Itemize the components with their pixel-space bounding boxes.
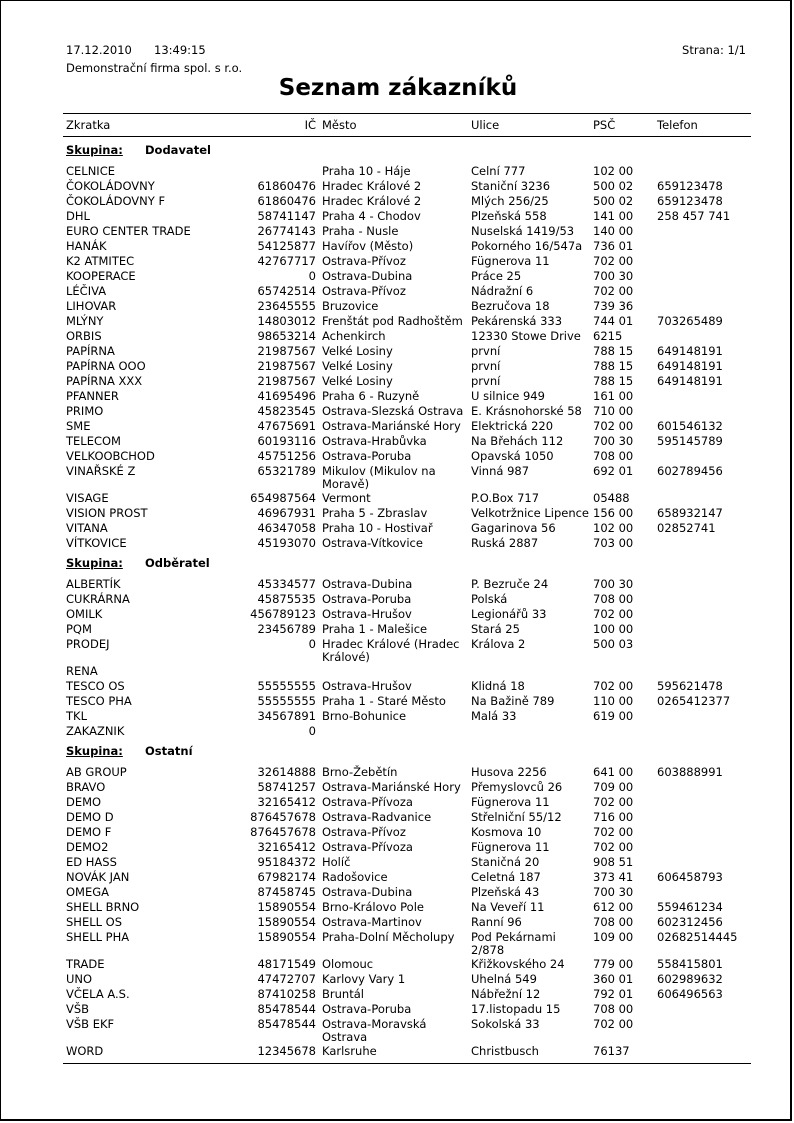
cell-zkratka: PQM bbox=[66, 622, 92, 636]
group-label: Skupina: bbox=[66, 143, 123, 157]
cell-zkratka: ALBERTÍK bbox=[66, 577, 121, 591]
cell-ic: 23645555 bbox=[257, 299, 316, 313]
cell-ic: 21987567 bbox=[257, 344, 316, 358]
cell-psc: 700 30 bbox=[593, 885, 634, 899]
cell-ulice: Klidná 18 bbox=[471, 679, 525, 693]
cell-zkratka: WORD bbox=[66, 1044, 104, 1058]
cell-mesto: Achenkirch bbox=[322, 329, 386, 343]
cell-ulice: Polská bbox=[471, 592, 508, 606]
cell-zkratka: VISION PROST bbox=[66, 506, 148, 520]
cell-telefon: 258 457 741 bbox=[657, 209, 731, 223]
cell-psc: 500 03 bbox=[593, 637, 634, 651]
cell-ulice: Fügnerova 11 bbox=[471, 254, 550, 268]
cell-zkratka: VČELA A.S. bbox=[66, 987, 130, 1001]
cell-ulice: Uhelná 549 bbox=[471, 972, 537, 986]
cell-ic: 41695496 bbox=[257, 389, 316, 403]
cell-zkratka: DEMO F bbox=[66, 825, 112, 839]
cell-ulice: první bbox=[471, 359, 501, 373]
cell-psc: 109 00 bbox=[593, 930, 634, 944]
cell-mesto: Brno-Královo Pole bbox=[322, 900, 424, 914]
cell-psc: 716 00 bbox=[593, 810, 634, 824]
cell-ic: 654987564 bbox=[250, 491, 316, 505]
cell-zkratka: EURO CENTER TRADE bbox=[66, 224, 191, 238]
cell-ulice: Malá 33 bbox=[471, 709, 517, 723]
cell-mesto: Mikulov (Mikulov na Moravě) bbox=[322, 464, 436, 491]
cell-psc: 05488 bbox=[593, 491, 630, 505]
cell-ic: 34567891 bbox=[257, 709, 316, 723]
cell-ic: 47472707 bbox=[257, 972, 316, 986]
cell-mesto: Ostrava-Poruba bbox=[322, 449, 412, 463]
col-header-telefon: Telefon bbox=[657, 118, 698, 132]
group-label: Skupina: bbox=[66, 744, 123, 758]
cell-ulice: Pekárenská 333 bbox=[471, 314, 563, 328]
cell-psc: 100 00 bbox=[593, 622, 634, 636]
cell-ic: 26774143 bbox=[257, 224, 316, 238]
cell-zkratka: DEMO2 bbox=[66, 840, 109, 854]
cell-mesto: Bruzovice bbox=[322, 299, 379, 313]
cell-ic: 876457678 bbox=[250, 825, 316, 839]
cell-telefon: 649148191 bbox=[657, 359, 723, 373]
cell-telefon: 658932147 bbox=[657, 506, 723, 520]
cell-ic: 58741147 bbox=[257, 209, 316, 223]
cell-ic: 47675691 bbox=[257, 419, 316, 433]
cell-psc: 708 00 bbox=[593, 449, 634, 463]
cell-zkratka: PAPÍRNA bbox=[66, 344, 115, 358]
cell-mesto: Ostrava-Hrabůvka bbox=[322, 434, 427, 448]
cell-zkratka: DHL bbox=[66, 209, 90, 223]
cell-ic: 87410258 bbox=[257, 987, 316, 1001]
cell-ulice: E. Krásnohorské 58 bbox=[471, 404, 582, 418]
cell-ulice: Celní 777 bbox=[471, 164, 526, 178]
cell-zkratka: TESCO PHA bbox=[66, 694, 132, 708]
cell-zkratka: DEMO D bbox=[66, 810, 114, 824]
cell-psc: 710 00 bbox=[593, 404, 634, 418]
cell-psc: 700 30 bbox=[593, 577, 634, 591]
header-bottom-rule bbox=[63, 136, 751, 137]
cell-ulice: Fügnerova 11 bbox=[471, 795, 550, 809]
cell-ulice: Ranní 96 bbox=[471, 915, 522, 929]
cell-zkratka: TELECOM bbox=[66, 434, 121, 448]
cell-psc: 161 00 bbox=[593, 389, 634, 403]
cell-ic: 45334577 bbox=[257, 577, 316, 591]
cell-zkratka: SHELL OS bbox=[66, 915, 123, 929]
cell-mesto: Ostrava-Dubina bbox=[322, 269, 413, 283]
cell-mesto: Ostrava-Moravská Ostrava bbox=[322, 1017, 427, 1044]
col-header-ic: IČ bbox=[304, 118, 316, 132]
cell-zkratka: OMEGA bbox=[66, 885, 110, 899]
cell-ic: 61860476 bbox=[257, 179, 316, 193]
cell-zkratka: DEMO bbox=[66, 795, 102, 809]
cell-mesto: Ostrava-Mariánské Hory bbox=[322, 780, 461, 794]
cell-ic: 87458745 bbox=[257, 885, 316, 899]
cell-mesto: Karlsruhe bbox=[322, 1044, 377, 1058]
cell-ulice: Bezručova 18 bbox=[471, 299, 550, 313]
cell-ic: 60193116 bbox=[257, 434, 316, 448]
cell-ulice: Nábřežní 12 bbox=[471, 987, 541, 1001]
cell-zkratka: MLÝNY bbox=[66, 314, 104, 328]
col-header-psc: PSČ bbox=[593, 118, 616, 132]
cell-zkratka: NOVÁK JAN bbox=[66, 870, 130, 884]
cell-ic: 67982174 bbox=[257, 870, 316, 884]
cell-psc: 702 00 bbox=[593, 254, 634, 268]
cell-zkratka: PRIMO bbox=[66, 404, 104, 418]
cell-ic: 21987567 bbox=[257, 374, 316, 388]
cell-ulice: první bbox=[471, 374, 501, 388]
cell-mesto: Ostrava-Hrušov bbox=[322, 607, 412, 621]
print-date: 17.12.2010 bbox=[66, 43, 132, 57]
cell-zkratka: PAPÍRNA XXX bbox=[66, 374, 143, 388]
cell-ulice: Plzeňská 558 bbox=[471, 209, 547, 223]
cell-psc: 702 00 bbox=[593, 607, 634, 621]
cell-ic: 456789123 bbox=[250, 607, 316, 621]
cell-ulice: P.O.Box 717 bbox=[471, 491, 540, 505]
cell-mesto: Velké Losiny bbox=[322, 359, 393, 373]
cell-ic: 14803012 bbox=[257, 314, 316, 328]
cell-psc: 619 00 bbox=[593, 709, 634, 723]
cell-zkratka: KOOPERACE bbox=[66, 269, 136, 283]
cell-mesto: Praha 10 - Hostivař bbox=[322, 521, 433, 535]
cell-telefon: 649148191 bbox=[657, 374, 723, 388]
cell-ic: 32614888 bbox=[257, 765, 316, 779]
cell-mesto: Ostrava-Přívoza bbox=[322, 840, 413, 854]
cell-psc: 102 00 bbox=[593, 521, 634, 535]
cell-mesto: Praha - Nusle bbox=[322, 224, 399, 238]
cell-ic: 55555555 bbox=[257, 679, 316, 693]
cell-psc: 908 51 bbox=[593, 855, 634, 869]
col-header-ulice: Ulice bbox=[471, 118, 500, 132]
cell-zkratka: ČOKOLÁDOVNY bbox=[66, 179, 155, 193]
cell-mesto: Ostrava-Přívoz bbox=[322, 825, 406, 839]
cell-mesto: Karlovy Vary 1 bbox=[322, 972, 406, 986]
cell-ulice: Kosmova 10 bbox=[471, 825, 542, 839]
cell-ic: 0 bbox=[308, 724, 316, 738]
cell-zkratka: LÉČIVA bbox=[66, 284, 107, 298]
cell-psc: 788 15 bbox=[593, 344, 634, 358]
cell-ulice: Staniční 3236 bbox=[471, 179, 551, 193]
cell-ulice: Christbusch bbox=[471, 1044, 539, 1058]
cell-ic: 876457678 bbox=[250, 810, 316, 824]
cell-ulice: Opavská 1050 bbox=[471, 449, 554, 463]
cell-zkratka: VŠB bbox=[66, 1002, 90, 1016]
cell-zkratka: AB GROUP bbox=[66, 765, 127, 779]
cell-ulice: P. Bezruče 24 bbox=[471, 577, 549, 591]
cell-ulice: Pokorného 16/547a bbox=[471, 239, 583, 253]
group-label: Skupina: bbox=[66, 556, 123, 570]
cell-telefon: 602312456 bbox=[657, 915, 723, 929]
cell-psc: 702 00 bbox=[593, 679, 634, 693]
cell-mesto: Radošovice bbox=[322, 870, 388, 884]
cell-ic: 85478544 bbox=[257, 1002, 316, 1016]
cell-zkratka: VISAGE bbox=[66, 491, 109, 505]
cell-telefon: 659123478 bbox=[657, 194, 723, 208]
cell-psc: 140 00 bbox=[593, 224, 634, 238]
cell-psc: 373 41 bbox=[593, 870, 634, 884]
cell-telefon: 703265489 bbox=[657, 314, 723, 328]
cell-mesto: Brno-Bohunice bbox=[322, 709, 407, 723]
cell-mesto: Praha 5 - Zbraslav bbox=[322, 506, 428, 520]
cell-ic: 58741257 bbox=[257, 780, 316, 794]
cell-mesto: Praha 10 - Háje bbox=[322, 164, 411, 178]
cell-ic: 15890554 bbox=[257, 900, 316, 914]
cell-psc: 736 01 bbox=[593, 239, 634, 253]
cell-ic: 45875535 bbox=[257, 592, 316, 606]
cell-psc: 360 01 bbox=[593, 972, 634, 986]
cell-ulice: první bbox=[471, 344, 501, 358]
cell-psc: 102 00 bbox=[593, 164, 634, 178]
cell-telefon: 602789456 bbox=[657, 464, 723, 478]
cell-ulice: Ruská 2887 bbox=[471, 536, 539, 550]
cell-telefon: 606458793 bbox=[657, 870, 723, 884]
cell-ic: 54125877 bbox=[257, 239, 316, 253]
cell-mesto: Praha 4 - Chodov bbox=[322, 209, 421, 223]
cell-ic: 42767717 bbox=[257, 254, 316, 268]
cell-ulice: Na Břehách 112 bbox=[471, 434, 564, 448]
cell-ulice: Staničná 20 bbox=[471, 855, 540, 869]
cell-mesto: Hradec Králové (Hradec Králové) bbox=[322, 637, 460, 664]
cell-zkratka: TKL bbox=[66, 709, 87, 723]
group-name: Dodavatel bbox=[145, 143, 211, 157]
cell-ic: 23456789 bbox=[257, 622, 316, 636]
cell-ic: 15890554 bbox=[257, 930, 316, 944]
cell-telefon: 601546132 bbox=[657, 419, 723, 433]
cell-ulice: Nádražní 6 bbox=[471, 284, 534, 298]
cell-ulice: Na Veveří 11 bbox=[471, 900, 545, 914]
cell-zkratka: HANÁK bbox=[66, 239, 107, 253]
cell-psc: 702 00 bbox=[593, 419, 634, 433]
cell-mesto: Frenštát pod Radhoštěm bbox=[322, 314, 463, 328]
cell-ic: 61860476 bbox=[257, 194, 316, 208]
cell-ulice: Sokolská 33 bbox=[471, 1017, 540, 1031]
cell-psc: 744 01 bbox=[593, 314, 634, 328]
cell-mesto: Praha 1 - Staré Město bbox=[322, 694, 446, 708]
cell-ic: 0 bbox=[308, 637, 316, 651]
cell-zkratka: OMILK bbox=[66, 607, 103, 621]
cell-ulice: Gagarinova 56 bbox=[471, 521, 556, 535]
cell-mesto: Velké Losiny bbox=[322, 374, 393, 388]
cell-ulice: Fügnerova 11 bbox=[471, 840, 550, 854]
cell-psc: 702 00 bbox=[593, 840, 634, 854]
cell-psc: 700 30 bbox=[593, 269, 634, 283]
cell-ic: 45751256 bbox=[257, 449, 316, 463]
cell-psc: 779 00 bbox=[593, 957, 634, 971]
cell-psc: 702 00 bbox=[593, 1017, 634, 1031]
group-name: Odběratel bbox=[145, 556, 210, 570]
cell-zkratka: CELNICE bbox=[66, 164, 115, 178]
cell-mesto: Ostrava-Dubina bbox=[322, 885, 413, 899]
cell-ulice: 12330 Stowe Drive bbox=[471, 329, 581, 343]
cell-psc: 156 00 bbox=[593, 506, 634, 520]
cell-psc: 500 02 bbox=[593, 194, 634, 208]
cell-ic: 98653214 bbox=[257, 329, 316, 343]
cell-psc: 703 00 bbox=[593, 536, 634, 550]
cell-ulice: Křižkovského 24 bbox=[471, 957, 565, 971]
header-top-rule bbox=[63, 113, 751, 114]
cell-psc: 700 30 bbox=[593, 434, 634, 448]
cell-mesto: Ostrava-Radvanice bbox=[322, 810, 432, 824]
cell-mesto: Holíč bbox=[322, 855, 351, 869]
cell-zkratka: PAPÍRNA OOO bbox=[66, 359, 146, 373]
cell-ic: 46967931 bbox=[257, 506, 316, 520]
cell-ulice: Přemyslovců 26 bbox=[471, 780, 563, 794]
cell-mesto: Ostrava-Martinov bbox=[322, 915, 422, 929]
cell-zkratka: LIHOVAR bbox=[66, 299, 117, 313]
cell-mesto: Havířov (Město) bbox=[322, 239, 414, 253]
cell-telefon: 602989632 bbox=[657, 972, 723, 986]
cell-ic: 65321789 bbox=[257, 464, 316, 478]
cell-ulice: Plzeňská 43 bbox=[471, 885, 540, 899]
cell-ic: 32165412 bbox=[257, 795, 316, 809]
cell-psc: 692 01 bbox=[593, 464, 634, 478]
group-name: Ostatní bbox=[145, 744, 193, 758]
cell-zkratka: UNO bbox=[66, 972, 93, 986]
footer-rule bbox=[63, 1063, 751, 1064]
cell-zkratka: VÍTKOVICE bbox=[66, 536, 127, 550]
col-header-mesto: Město bbox=[322, 118, 357, 132]
cell-zkratka: BRAVO bbox=[66, 780, 106, 794]
cell-zkratka: ZAKAZNIK bbox=[66, 724, 125, 738]
cell-ic: 46347058 bbox=[257, 521, 316, 535]
cell-zkratka: RENA bbox=[66, 664, 98, 678]
cell-zkratka: PRODEJ bbox=[66, 637, 110, 651]
cell-mesto: Praha-Dolní Měcholupy bbox=[322, 930, 455, 944]
cell-zkratka: CUKRÁRNA bbox=[66, 592, 130, 606]
cell-zkratka: TRADE bbox=[66, 957, 105, 971]
cell-mesto: Ostrava-Poruba bbox=[322, 592, 412, 606]
cell-mesto: Ostrava-Poruba bbox=[322, 1002, 412, 1016]
page-number: Strana: 1/1 bbox=[682, 43, 746, 57]
cell-ulice: Pod Pekárnami 2/878 bbox=[471, 930, 556, 957]
cell-zkratka: SME bbox=[66, 419, 91, 433]
cell-ulice: Velkotržnice Lipence bbox=[471, 506, 590, 520]
cell-zkratka: VŠB EKF bbox=[66, 1017, 115, 1031]
cell-ic: 32165412 bbox=[257, 840, 316, 854]
cell-telefon: 659123478 bbox=[657, 179, 723, 193]
cell-telefon: 595621478 bbox=[657, 679, 723, 693]
cell-psc: 76137 bbox=[593, 1044, 630, 1058]
cell-psc: 702 00 bbox=[593, 795, 634, 809]
cell-mesto: Ostrava-Přívoz bbox=[322, 254, 406, 268]
cell-zkratka: VELKOOBCHOD bbox=[66, 449, 155, 463]
cell-mesto: Brno-Žebětín bbox=[322, 765, 398, 779]
cell-mesto: Ostrava-Slezská Ostrava bbox=[322, 404, 464, 418]
col-header-zkratka: Zkratka bbox=[66, 118, 111, 132]
cell-telefon: 558415801 bbox=[657, 957, 723, 971]
cell-ic: 0 bbox=[308, 269, 316, 283]
cell-mesto: Ostrava-Přívoz bbox=[322, 284, 406, 298]
cell-psc: 6215 bbox=[593, 329, 623, 343]
report-title: Seznam zákazníků bbox=[278, 75, 518, 101]
cell-zkratka: SHELL PHA bbox=[66, 930, 130, 944]
cell-ulice: Vinná 987 bbox=[471, 464, 530, 478]
cell-psc: 708 00 bbox=[593, 915, 634, 929]
cell-ulice: Legionářů 33 bbox=[471, 607, 547, 621]
cell-psc: 708 00 bbox=[593, 592, 634, 606]
cell-ulice: Střelniční 55/12 bbox=[471, 810, 562, 824]
cell-psc: 702 00 bbox=[593, 284, 634, 298]
cell-psc: 708 00 bbox=[593, 1002, 634, 1016]
cell-telefon: 02852741 bbox=[657, 521, 716, 535]
cell-psc: 500 02 bbox=[593, 179, 634, 193]
cell-ulice: Elektrická 220 bbox=[471, 419, 554, 433]
cell-mesto: Hradec Králové 2 bbox=[322, 194, 422, 208]
cell-ulice: Nuselská 1419/53 bbox=[471, 224, 575, 238]
cell-mesto: Ostrava-Dubina bbox=[322, 577, 413, 591]
cell-telefon: 606496563 bbox=[657, 987, 723, 1001]
cell-telefon: 595145789 bbox=[657, 434, 723, 448]
cell-mesto: Praha 6 - Ruzyně bbox=[322, 389, 420, 403]
cell-mesto: Velké Losiny bbox=[322, 344, 393, 358]
cell-ulice: Mlých 256/25 bbox=[471, 194, 549, 208]
cell-psc: 141 00 bbox=[593, 209, 634, 223]
cell-psc: 739 36 bbox=[593, 299, 634, 313]
cell-telefon: 559461234 bbox=[657, 900, 723, 914]
cell-mesto: Olomouc bbox=[322, 957, 374, 971]
cell-zkratka: VINAŘSKÉ Z bbox=[66, 464, 136, 478]
company-name: Demonstrační firma spol. s r.o. bbox=[66, 61, 243, 75]
cell-psc: 110 00 bbox=[593, 694, 634, 708]
cell-ic: 21987567 bbox=[257, 359, 316, 373]
cell-ic: 85478544 bbox=[257, 1017, 316, 1031]
cell-ulice: Stará 25 bbox=[471, 622, 520, 636]
cell-psc: 702 00 bbox=[593, 825, 634, 839]
cell-ulice: Králova 2 bbox=[471, 637, 526, 651]
cell-zkratka: SHELL BRNO bbox=[66, 900, 140, 914]
cell-mesto: Ostrava-Mariánské Hory bbox=[322, 419, 461, 433]
cell-mesto: Ostrava-Přívoza bbox=[322, 795, 413, 809]
cell-psc: 709 00 bbox=[593, 780, 634, 794]
cell-zkratka: K2 ATMITEC bbox=[66, 254, 135, 268]
cell-mesto: Praha 1 - Malešice bbox=[322, 622, 428, 636]
cell-telefon: 649148191 bbox=[657, 344, 723, 358]
cell-telefon: 603888991 bbox=[657, 765, 723, 779]
cell-mesto: Bruntál bbox=[322, 987, 364, 1001]
cell-zkratka: ČOKOLÁDOVNY F bbox=[66, 194, 166, 208]
print-time: 13:49:15 bbox=[154, 43, 206, 57]
cell-mesto: Vermont bbox=[322, 491, 371, 505]
cell-ic: 12345678 bbox=[257, 1044, 316, 1058]
cell-telefon: 0265412377 bbox=[657, 694, 731, 708]
cell-ulice: Celetná 187 bbox=[471, 870, 541, 884]
cell-psc: 641 00 bbox=[593, 765, 634, 779]
cell-ic: 65742514 bbox=[257, 284, 316, 298]
cell-ic: 95184372 bbox=[257, 855, 316, 869]
cell-ic: 45193070 bbox=[257, 536, 316, 550]
cell-ic: 45823545 bbox=[257, 404, 316, 418]
cell-ulice: 17.listopadu 15 bbox=[471, 1002, 561, 1016]
cell-zkratka: ORBIS bbox=[66, 329, 102, 343]
cell-telefon: 02682514445 bbox=[657, 930, 738, 944]
cell-zkratka: ED HASS bbox=[66, 855, 117, 869]
cell-zkratka: PFANNER bbox=[66, 389, 119, 403]
cell-ic: 48171549 bbox=[257, 957, 316, 971]
cell-ic: 55555555 bbox=[257, 694, 316, 708]
cell-ic: 15890554 bbox=[257, 915, 316, 929]
cell-psc: 788 15 bbox=[593, 359, 634, 373]
cell-psc: 788 15 bbox=[593, 374, 634, 388]
cell-psc: 792 01 bbox=[593, 987, 634, 1001]
cell-zkratka: VITANA bbox=[66, 521, 108, 535]
cell-mesto: Ostrava-Vítkovice bbox=[322, 536, 423, 550]
cell-ulice: Husova 2256 bbox=[471, 765, 547, 779]
cell-zkratka: TESCO OS bbox=[66, 679, 125, 693]
cell-ulice: Práce 25 bbox=[471, 269, 522, 283]
cell-ulice: Na Bažině 789 bbox=[471, 694, 555, 708]
cell-mesto: Hradec Králové 2 bbox=[322, 179, 422, 193]
cell-psc: 612 00 bbox=[593, 900, 634, 914]
cell-ulice: U silnice 949 bbox=[471, 389, 545, 403]
cell-mesto: Ostrava-Hrušov bbox=[322, 679, 412, 693]
